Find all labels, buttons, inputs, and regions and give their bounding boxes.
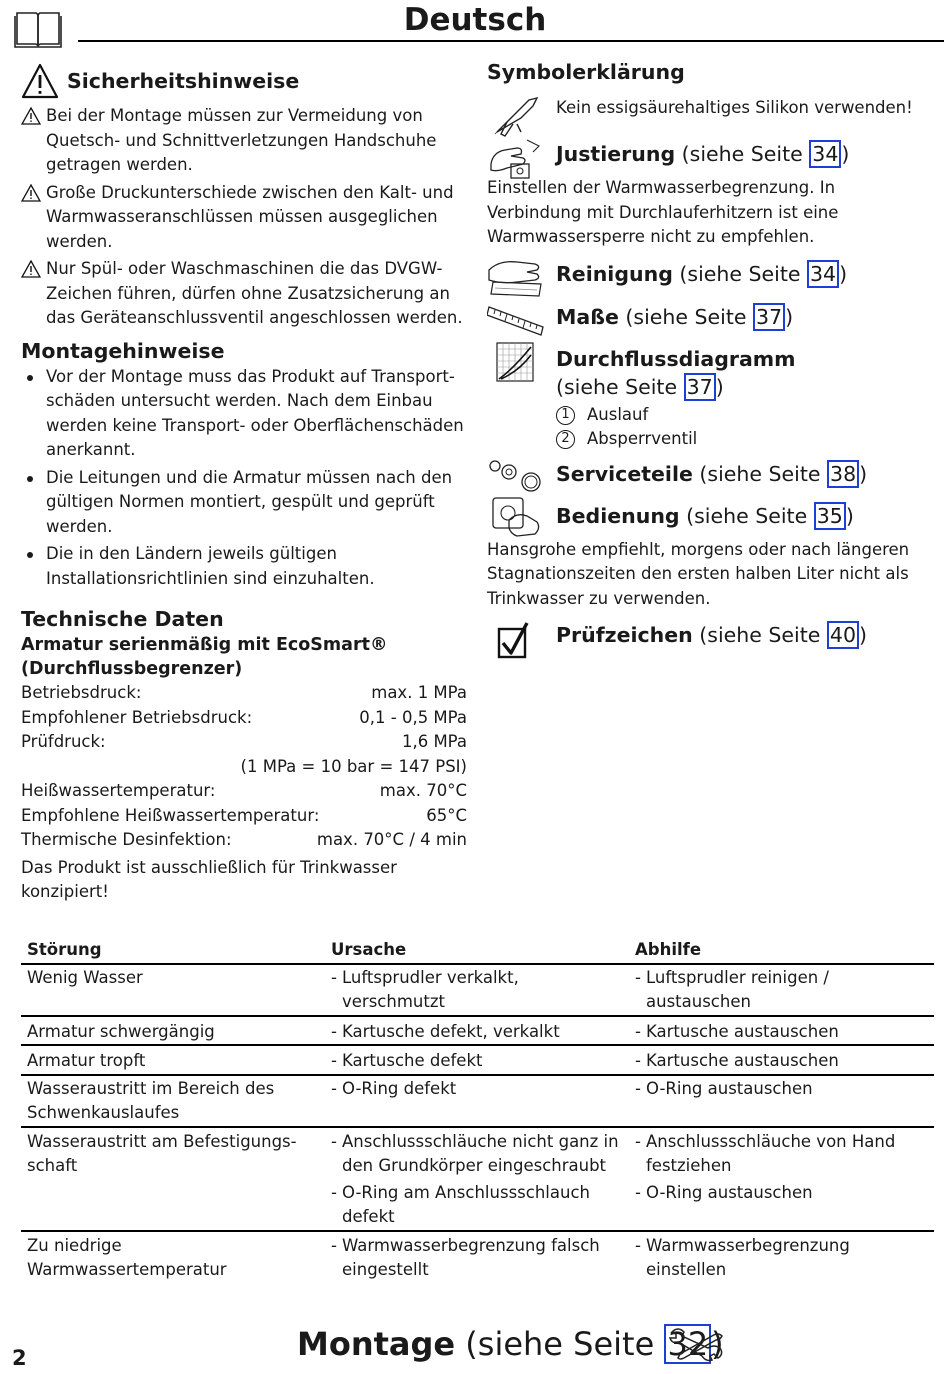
table-row: Zu niedrige Warmwassertemperatur - Warmwasserbegrenzung falsch eingestellt - Warmwasserbegrenzung einstellen bbox=[21, 1232, 934, 1283]
spec-row: Thermische Desinfektion: max. 70°C / 4 min bbox=[21, 830, 467, 849]
tech-footnote: Das Produkt ist ausschließlich für Trinkwasser konzipiert! bbox=[21, 857, 397, 901]
pruefzeichen-label: Prüfzeichen bbox=[556, 623, 693, 647]
spec-row: Heißwassertemperatur: max. 70°C bbox=[21, 781, 467, 800]
troubleshooting-table bbox=[21, 938, 934, 1283]
pressure-note: (1 MPa = 10 bar = 147 PSI) bbox=[240, 756, 467, 776]
safety-item: Nur Spül- oder Waschmaschinen die das DVGW-Zeichen führen, dürfen ohne Zusatzsicherung an das Geräteanschlussventil angeschlossen werden. bbox=[21, 257, 467, 331]
pruefzeichen-row: Prüfzeichen (siehe Seite 40 ) bbox=[487, 621, 927, 649]
mounting-note-item: Die in den Ländern jeweils gültigen Installationsrichtlinien sind einzuhalten. bbox=[21, 542, 467, 591]
reinigung-label: Reinigung bbox=[556, 261, 673, 286]
flow-diagram-icon bbox=[487, 341, 547, 385]
header-rule bbox=[78, 40, 944, 42]
safety-heading bbox=[21, 58, 467, 104]
table-row: Armatur tropft - Kartusche defekt - Kartusche austauschen bbox=[21, 1046, 934, 1076]
montage-label: Montage bbox=[297, 1325, 456, 1363]
page-link-masse[interactable]: 37 bbox=[753, 303, 785, 331]
serviceteile-row: Serviceteile (siehe Seite 38 ) bbox=[487, 460, 927, 488]
spec-row: Prüfdruck: 1,6 MPa bbox=[21, 732, 467, 751]
bullet-dot bbox=[27, 552, 33, 558]
page-link-bedienung[interactable]: 35 bbox=[814, 502, 846, 530]
table-row: Wasseraustritt am Befestigungsschaft - Anschlussschläuche nicht ganz in den Grundkörper eingeschraubt - O-Ring am Anschlussschlauch defekt - Anschlussschläuche von Hand festziehen - O-Ring austauschen bbox=[21, 1128, 934, 1232]
spec-row: Betriebsdruck: max. 1 MPa bbox=[21, 683, 467, 702]
bullet-dot bbox=[27, 476, 33, 482]
safety-item: Bei der Montage müssen zur Vermeidung von Quetsch- und Schnittverletzungen Handschuhe getragen werden. bbox=[21, 104, 467, 178]
montage-reference: Montage (siehe Seite 32) bbox=[297, 1325, 724, 1363]
page-link-pruefzeichen[interactable]: 40 bbox=[827, 621, 859, 649]
hand-adjust-icon bbox=[487, 138, 547, 182]
page-link-montage[interactable]: 32 bbox=[664, 1324, 711, 1364]
table-row: Wenig Wasser - Luftsprudler verkalkt, verschmutzt - Luftsprudler reinigen / austauschen bbox=[21, 965, 934, 1017]
justierung-label: Justierung bbox=[556, 142, 676, 166]
page-language-title: Deutsch bbox=[403, 2, 547, 38]
checkbox-icon bbox=[487, 619, 547, 663]
spec-row: Empfohlene Heißwassertemperatur: 65°C bbox=[21, 805, 467, 825]
safety-title: Sicherheitshinweise bbox=[67, 69, 300, 93]
tech-data-subtitle: Armatur serienmäßig mit EcoSmart® (Durchflussbegrenzer) bbox=[21, 635, 388, 679]
column-header-stoerung: Störung bbox=[27, 940, 102, 959]
masse-row: Maße (siehe Seite 37 ) bbox=[487, 303, 927, 331]
durchfluss-label: Durchflussdiagramm bbox=[556, 346, 796, 371]
legend-item-absperrventil: 2 Absperrventil bbox=[556, 427, 927, 452]
page-link-serviceteile[interactable]: 38 bbox=[827, 460, 859, 488]
bedienung-description: Hansgrohe empfiehlt, morgens oder nach längeren Stagnationszeiten den ersten halben Liter nicht als Trinkwasser zu verwenden. bbox=[487, 539, 910, 608]
ruler-icon bbox=[487, 297, 547, 341]
table-header bbox=[21, 938, 934, 965]
tech-data-title: Technische Daten bbox=[21, 607, 224, 631]
cleaning-hand-icon bbox=[487, 256, 547, 300]
durchfluss-row: Durchflussdiagramm (siehe Seite 37 ) 1 Auslauf 2 Absperrventil bbox=[487, 345, 927, 452]
justierung-row: Justierung (siehe Seite 34 ) bbox=[487, 140, 927, 168]
left-column bbox=[21, 58, 467, 905]
table-row: Wasseraustritt im Bereich des Schwenkauslaufes - O-Ring defekt - O-Ring austauschen bbox=[21, 1076, 934, 1128]
justierung-description: Einstellen der Warmwasserbegrenzung. In Verbindung mit Durchlauferhitzern ist eine Warmwassersperre nicht zu empfehlen. bbox=[487, 178, 839, 246]
warning-icon bbox=[21, 260, 41, 278]
mounting-note-item: Die Leitungen und die Armatur müssen nach den gültigen Normen montiert, gespült und geprüft werden. bbox=[21, 466, 467, 540]
service-parts-icon bbox=[487, 452, 547, 496]
page-link-reinigung[interactable]: 34 bbox=[807, 260, 839, 288]
warning-icon bbox=[21, 184, 41, 202]
mounting-notes-title: Montagehinweise bbox=[21, 338, 225, 363]
mounting-note-item: Vor der Montage muss das Produkt auf Transportschäden untersucht werden. Nach dem Einbau werden keine Transport- oder Oberflächenschäden anerkannt. bbox=[21, 365, 467, 463]
column-header-ursache: Ursache bbox=[331, 940, 407, 959]
warning-icon bbox=[21, 63, 59, 99]
right-column bbox=[487, 58, 927, 649]
serviceteile-label: Serviceteile bbox=[556, 461, 693, 486]
table-row: Armatur schwergängig - Kartusche defekt, verkalkt - Kartusche austauschen bbox=[21, 1017, 934, 1047]
page-link-durchfluss[interactable]: 37 bbox=[684, 373, 716, 401]
page-link-justierung[interactable]: 34 bbox=[809, 140, 841, 168]
hand-operate-icon bbox=[487, 494, 547, 538]
spec-row: Empfohlener Betriebsdruck: 0,1 - 0,5 MPa bbox=[21, 707, 467, 727]
bedienung-label: Bedienung bbox=[556, 503, 680, 528]
safety-item: Große Druckunterschiede zwischen den Kalt- und Warmwasseranschlüssen müssen ausgeglichen werden. bbox=[21, 181, 467, 255]
silicone-row: Kein essigsäurehaltiges Silikon verwenden! bbox=[487, 96, 927, 136]
column-header-abhilfe: Abhilfe bbox=[635, 940, 702, 959]
silicone-gun-icon bbox=[487, 94, 547, 138]
bullet-dot bbox=[27, 375, 33, 381]
symbols-title: Symbolerklärung bbox=[487, 60, 685, 84]
masse-label: Maße bbox=[556, 304, 619, 329]
page-number: 2 bbox=[12, 1346, 27, 1370]
reinigung-row: Reinigung (siehe Seite 34 ) bbox=[487, 260, 927, 288]
legend-item-auslauf: 1 Auslauf bbox=[556, 403, 927, 428]
bedienung-row: Bedienung (siehe Seite 35 ) bbox=[487, 502, 927, 530]
wrench-icon bbox=[668, 1324, 726, 1366]
book-icon bbox=[14, 10, 62, 50]
warning-icon bbox=[21, 107, 41, 125]
